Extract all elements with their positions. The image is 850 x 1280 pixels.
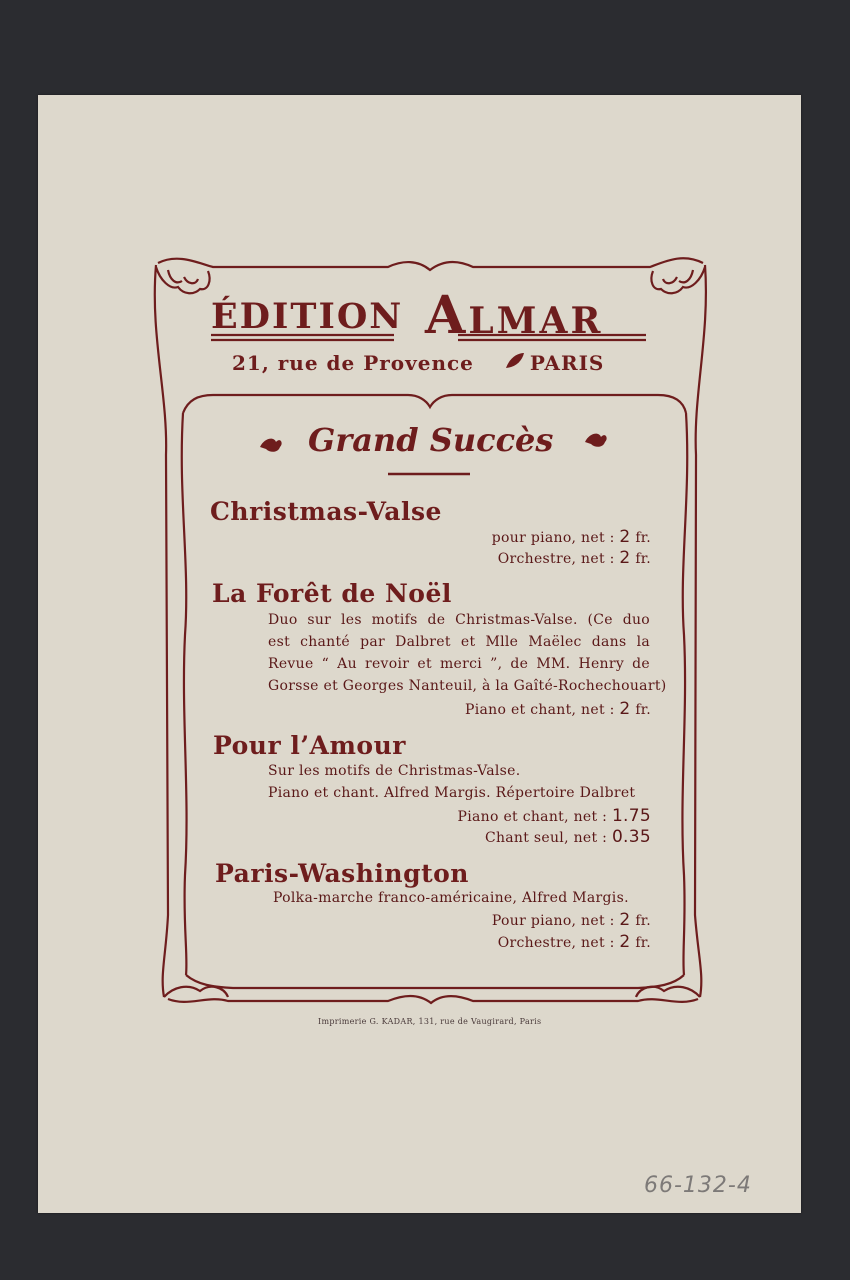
description-line: Piano et chant. Alfred Margis. Répertoire Dalbret <box>268 785 636 801</box>
price-label: Piano et chant, net : <box>457 809 608 825</box>
price-label: Chant seul, net : <box>484 830 608 846</box>
price-value: 2 <box>619 910 631 930</box>
entry-title: Christmas-Valse <box>210 497 442 526</box>
price-value: 1.75 <box>611 806 651 826</box>
publisher-initial: A <box>425 285 469 346</box>
printer-imprint: Imprimerie G. KADAR, 131, rue de Vaugirard, Paris <box>318 1017 542 1026</box>
price-label: pour piano, net : <box>491 530 615 546</box>
price-line <box>465 699 651 719</box>
price-label: Piano et chant, net : <box>465 702 615 718</box>
price-line <box>458 806 651 826</box>
description-line: Polka-marche franco-américaine, Alfred Margis. <box>273 890 629 906</box>
art-nouveau-frame <box>38 95 801 1213</box>
price-unit: fr. <box>635 935 651 951</box>
description-line: Revue “ Au revoir et merci ”, de MM. Henry de <box>268 656 650 672</box>
price-line <box>498 932 651 952</box>
entry-title: Pour l’Amour <box>213 731 406 760</box>
sheet-music-back-cover <box>38 95 801 1213</box>
price-value: 2 <box>619 548 631 568</box>
price-unit: fr. <box>635 913 651 929</box>
street-address: 21, rue de Provence <box>232 351 474 375</box>
entry-title: Paris-Washington <box>215 859 469 888</box>
price-unit: fr. <box>635 551 651 567</box>
accession-number: 66-132-4 <box>644 1173 752 1198</box>
price-label: Orchestre, net : <box>497 551 615 567</box>
price-value: 2 <box>619 527 631 547</box>
description-line: Duo sur les motifs de Christmas-Valse. (Ce duo <box>268 612 650 628</box>
publisher-address <box>232 351 604 375</box>
price-unit: fr. <box>635 530 651 546</box>
city-name: PARIS <box>529 351 605 375</box>
price-value: 2 <box>619 932 631 952</box>
price-value: 0.35 <box>611 827 651 847</box>
price-line <box>498 548 651 568</box>
description-line: est chanté par Dalbret et Mlle Maëlec dans la <box>268 634 650 650</box>
section-title: Grand Succès <box>308 421 554 459</box>
description-line: Sur les motifs de Christmas-Valse. <box>268 763 521 779</box>
edition-label: ÉDITION <box>211 296 404 337</box>
price-label: Orchestre, net : <box>497 935 615 951</box>
description-line: Gorsse et Georges Nanteuil, à la Gaîté-Rochechouart) <box>268 678 667 694</box>
price-unit: fr. <box>635 702 651 718</box>
price-line <box>485 827 651 847</box>
price-value: 2 <box>619 699 631 719</box>
publisher-name-rest: LMAR <box>468 300 604 342</box>
price-line <box>492 910 651 930</box>
entry-title: La Forêt de Noël <box>212 579 452 608</box>
price-line <box>492 527 651 547</box>
price-label: Pour piano, net : <box>491 913 615 929</box>
publisher-name <box>425 285 603 346</box>
